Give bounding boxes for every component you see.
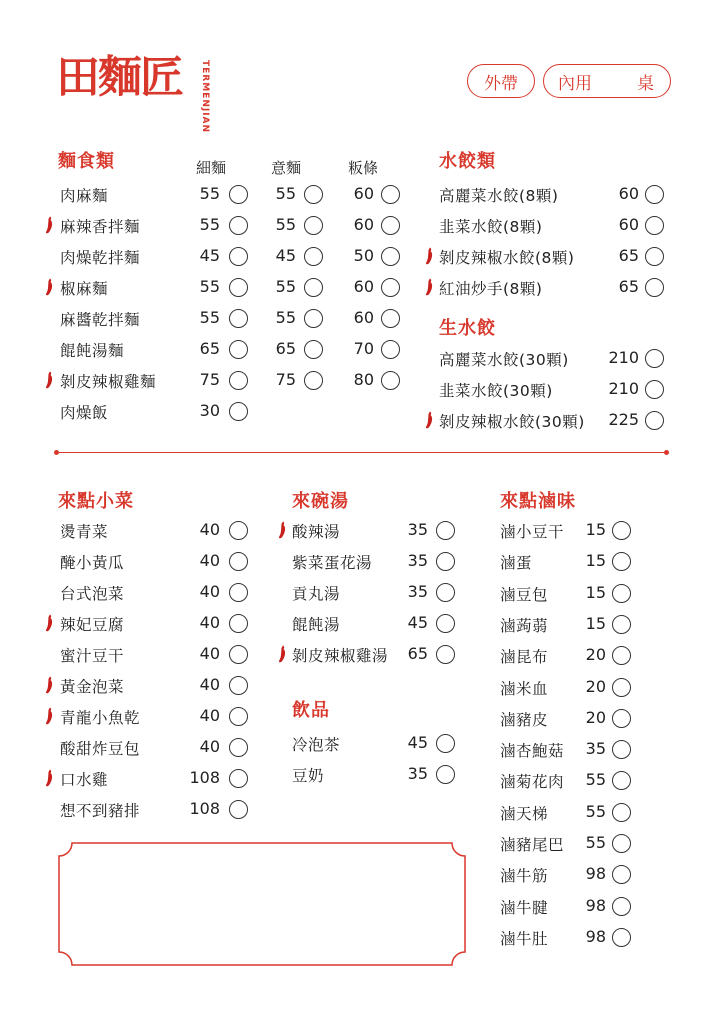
menu-item-name: 滷牛肚 <box>500 929 549 948</box>
order-circle[interactable] <box>229 278 248 297</box>
menu-item-name: 酸辣湯 <box>292 523 341 541</box>
menu-item-price: 20 <box>585 707 606 727</box>
menu-item-price: 75 <box>275 370 296 389</box>
menu-item-name: 椒麻麵 <box>60 280 109 298</box>
menu-item-name: 滷牛腱 <box>500 898 549 917</box>
menu-item-price: 70 <box>353 339 374 358</box>
menu-item-name: 肉麻麵 <box>60 187 109 205</box>
order-circle[interactable] <box>612 678 631 697</box>
menu-item-price: 45 <box>407 733 428 752</box>
menu-item-price: 55 <box>585 833 606 852</box>
order-circle[interactable] <box>436 734 455 753</box>
column-header: 細麵 <box>196 159 227 177</box>
menu-item-price: 15 <box>585 582 606 602</box>
order-circle[interactable] <box>229 216 248 235</box>
menu-item-price: 40 <box>199 520 220 539</box>
chili-pepper-icon <box>44 278 54 296</box>
menu-item-name: 韭菜水餃(30顆) <box>439 382 553 400</box>
dine-in-label: 內用 <box>558 73 592 94</box>
order-circle[interactable] <box>436 614 455 633</box>
order-circle[interactable] <box>436 583 455 602</box>
chili-pepper-icon <box>44 769 54 787</box>
menu-item-name: 醃小黃瓜 <box>60 554 125 572</box>
order-circle[interactable] <box>229 309 248 328</box>
order-circle[interactable] <box>436 552 455 571</box>
order-circle[interactable] <box>612 615 631 634</box>
menu-item-name: 滷杏鮑菇 <box>500 742 565 761</box>
menu-item-price: 98 <box>585 926 606 946</box>
order-circle[interactable] <box>612 709 631 728</box>
column-header: 粄條 <box>348 159 379 177</box>
menu-item-price: 60 <box>353 215 374 234</box>
order-circle[interactable] <box>229 614 248 633</box>
order-circle[interactable] <box>229 371 248 390</box>
section-divider <box>56 452 666 453</box>
menu-item-price: 55 <box>199 215 220 234</box>
order-circle[interactable] <box>645 216 664 235</box>
menu-item-price: 35 <box>407 520 428 539</box>
order-circle[interactable] <box>381 216 400 235</box>
menu-item-name: 紫菜蛋花湯 <box>292 554 373 572</box>
menu-item-name: 紅油炒手(8顆) <box>439 280 543 298</box>
menu-item-price: 60 <box>353 277 374 296</box>
menu-item-price: 50 <box>353 246 374 265</box>
takeout-label: 外帶 <box>484 73 518 94</box>
menu-item-name: 燙青菜 <box>60 523 109 541</box>
menu-item-price: 20 <box>585 676 606 696</box>
order-circle[interactable] <box>436 765 455 784</box>
section-title: 麵食類 <box>58 151 115 172</box>
order-circle[interactable] <box>645 247 664 266</box>
menu-item-name: 餛飩湯 <box>292 616 341 634</box>
order-circle[interactable] <box>612 552 631 571</box>
menu-item-price: 40 <box>199 675 220 694</box>
column-header: 意麵 <box>271 159 302 177</box>
menu-item-price: 40 <box>199 737 220 756</box>
menu-item-name: 青龍小魚乾 <box>60 709 141 727</box>
menu-item-price: 65 <box>199 339 220 358</box>
order-circle[interactable] <box>381 309 400 328</box>
menu-item-price: 210 <box>608 379 639 398</box>
order-circle[interactable] <box>612 928 631 947</box>
divider-dot-right <box>664 450 669 455</box>
menu-item-price: 55 <box>585 801 606 821</box>
order-circle[interactable] <box>612 521 631 540</box>
order-circle[interactable] <box>436 645 455 664</box>
menu-item-name: 想不到豬排 <box>60 802 141 820</box>
menu-item-price: 15 <box>585 551 606 571</box>
menu-item-price: 60 <box>618 184 639 203</box>
menu-item-name: 滷豬皮 <box>500 710 549 729</box>
menu-item-name: 黃金泡菜 <box>60 678 125 696</box>
menu-item-price: 108 <box>189 799 220 818</box>
menu-item-name: 豆奶 <box>292 767 325 785</box>
chili-pepper-icon <box>44 216 54 234</box>
order-circle[interactable] <box>229 800 248 819</box>
order-circle[interactable] <box>229 676 248 695</box>
section-title: 生水餃 <box>439 318 496 339</box>
order-circle[interactable] <box>436 521 455 540</box>
menu-item-price: 55 <box>275 184 296 203</box>
order-circle[interactable] <box>229 707 248 726</box>
menu-item-name: 滷牛筋 <box>500 867 549 886</box>
section-title: 來碗湯 <box>292 491 349 512</box>
order-circle[interactable] <box>304 278 323 297</box>
order-circle[interactable] <box>381 371 400 390</box>
menu-item-name: 滷小豆干 <box>500 523 565 541</box>
order-circle[interactable] <box>645 349 664 368</box>
section-title: 水餃類 <box>439 151 496 172</box>
menu-item-price: 35 <box>407 551 428 570</box>
order-circle[interactable] <box>304 371 323 390</box>
order-circle[interactable] <box>381 247 400 266</box>
menu-item-price: 40 <box>199 613 220 632</box>
menu-item-price: 15 <box>585 613 606 633</box>
chili-pepper-icon <box>44 707 54 725</box>
menu-item-price: 45 <box>275 246 296 265</box>
order-circle[interactable] <box>304 247 323 266</box>
table-label: 桌 <box>637 73 654 94</box>
order-circle[interactable] <box>229 185 248 204</box>
menu-item-name: 高麗菜水餃(30顆) <box>439 351 569 369</box>
section-title: 飲品 <box>292 700 330 721</box>
menu-item-name: 高麗菜水餃(8顆) <box>439 187 559 205</box>
menu-item-name: 剝皮辣椒雞麵 <box>60 373 157 391</box>
menu-item-price: 65 <box>407 644 428 663</box>
order-circle[interactable] <box>645 185 664 204</box>
menu-item-price: 35 <box>585 739 606 759</box>
menu-item-name: 肉燥飯 <box>60 404 109 422</box>
menu-item-name: 韭菜水餃(8顆) <box>439 218 543 236</box>
order-circle[interactable] <box>645 411 664 430</box>
menu-item-price: 60 <box>353 184 374 203</box>
order-circle[interactable] <box>645 278 664 297</box>
menu-item-price: 30 <box>199 401 220 420</box>
menu-item-price: 80 <box>353 370 374 389</box>
menu-item-price: 15 <box>585 520 606 539</box>
menu-item-name: 滷豆包 <box>500 585 549 604</box>
menu-item-name: 剝皮辣椒雞湯 <box>292 647 389 665</box>
order-circle[interactable] <box>304 309 323 328</box>
chili-pepper-icon <box>44 676 54 694</box>
menu-item-price: 40 <box>199 644 220 663</box>
menu-item-price: 65 <box>618 246 639 265</box>
order-circle[interactable] <box>229 769 248 788</box>
order-circle[interactable] <box>612 865 631 884</box>
menu-item-name: 滷天梯 <box>500 804 549 823</box>
menu-item-price: 35 <box>407 582 428 601</box>
menu-item-price: 60 <box>353 308 374 327</box>
menu-item-name: 辣妃豆腐 <box>60 616 125 634</box>
menu-item-price: 40 <box>199 706 220 725</box>
chili-pepper-icon <box>44 371 54 389</box>
menu-item-price: 55 <box>585 770 606 790</box>
menu-item-name: 滷豬尾巴 <box>500 836 565 854</box>
chili-pepper-icon <box>424 278 434 296</box>
brand-logo: 田麵匠 <box>56 52 182 103</box>
menu-item-price: 35 <box>407 764 428 783</box>
order-circle[interactable] <box>612 771 631 790</box>
menu-item-price: 210 <box>608 348 639 367</box>
menu-item-name: 蜜汁豆干 <box>60 647 125 665</box>
menu-item-name: 滷菊花肉 <box>500 773 565 792</box>
takeout-option[interactable] <box>467 64 535 98</box>
menu-item-price: 55 <box>199 277 220 296</box>
menu-item-price: 108 <box>189 768 220 787</box>
menu-item-price: 60 <box>618 215 639 234</box>
order-circle[interactable] <box>229 247 248 266</box>
menu-item-price: 225 <box>608 410 639 429</box>
order-circle[interactable] <box>612 646 631 665</box>
menu-item-name: 滷蒟蒻 <box>500 616 549 635</box>
chili-pepper-icon <box>424 247 434 265</box>
order-circle[interactable] <box>381 340 400 359</box>
menu-item-price: 55 <box>275 215 296 234</box>
notes-box[interactable] <box>58 842 466 966</box>
menu-item-price: 65 <box>275 339 296 358</box>
menu-item-price: 55 <box>275 277 296 296</box>
order-circle[interactable] <box>645 380 664 399</box>
menu-item-price: 98 <box>585 895 606 915</box>
menu-item-price: 98 <box>585 864 606 884</box>
menu-item-price: 65 <box>618 277 639 296</box>
dine-in-option[interactable] <box>543 64 671 98</box>
section-title: 來點滷味 <box>500 491 576 512</box>
order-circle[interactable] <box>229 521 248 540</box>
menu-item-name: 剝皮辣椒水餃(30顆) <box>439 413 585 431</box>
order-circle[interactable] <box>304 185 323 204</box>
menu-item-price: 55 <box>275 308 296 327</box>
menu-item-name: 滷米血 <box>500 679 549 698</box>
menu-item-price: 55 <box>199 308 220 327</box>
menu-item-name: 貢丸湯 <box>292 585 341 603</box>
order-circle[interactable] <box>612 740 631 759</box>
menu-item-name: 餛飩湯麵 <box>60 342 125 360</box>
order-circle[interactable] <box>229 583 248 602</box>
divider-dot-left <box>54 450 59 455</box>
menu-item-name: 酸甜炸豆包 <box>60 740 141 758</box>
chili-pepper-icon <box>44 614 54 632</box>
menu-item-name: 麻醬乾拌麵 <box>60 311 141 329</box>
menu-item-price: 40 <box>199 582 220 601</box>
order-circle[interactable] <box>612 584 631 603</box>
brand-logo-subtext: TERMENJIAN <box>200 60 210 134</box>
menu-item-price: 20 <box>585 645 606 665</box>
order-circle[interactable] <box>612 897 631 916</box>
order-circle[interactable] <box>381 278 400 297</box>
order-circle[interactable] <box>612 834 631 853</box>
order-circle[interactable] <box>229 340 248 359</box>
menu-item-price: 45 <box>199 246 220 265</box>
order-circle[interactable] <box>381 185 400 204</box>
order-circle[interactable] <box>229 402 248 421</box>
order-circle[interactable] <box>229 738 248 757</box>
menu-item-price: 45 <box>407 613 428 632</box>
order-circle[interactable] <box>304 340 323 359</box>
menu-item-name: 台式泡菜 <box>60 585 125 603</box>
menu-item-price: 40 <box>199 551 220 570</box>
menu-item-name: 冷泡茶 <box>292 736 341 754</box>
menu-item-name: 口水雞 <box>60 771 109 789</box>
menu-item-price: 55 <box>199 184 220 203</box>
menu-item-name: 麻辣香拌麵 <box>60 218 141 236</box>
order-circle[interactable] <box>229 552 248 571</box>
menu-item-name: 肉燥乾拌麵 <box>60 249 141 267</box>
chili-pepper-icon <box>424 411 434 429</box>
section-title: 來點小菜 <box>58 491 134 512</box>
chili-pepper-icon <box>277 645 287 663</box>
order-circle[interactable] <box>612 803 631 822</box>
menu-item-name: 剝皮辣椒水餃(8顆) <box>439 249 575 267</box>
menu-item-price: 75 <box>199 370 220 389</box>
order-circle[interactable] <box>304 216 323 235</box>
order-circle[interactable] <box>229 645 248 664</box>
menu-item-name: 滷蛋 <box>500 554 533 573</box>
chili-pepper-icon <box>277 521 287 539</box>
menu-item-name: 滷昆布 <box>500 648 549 667</box>
